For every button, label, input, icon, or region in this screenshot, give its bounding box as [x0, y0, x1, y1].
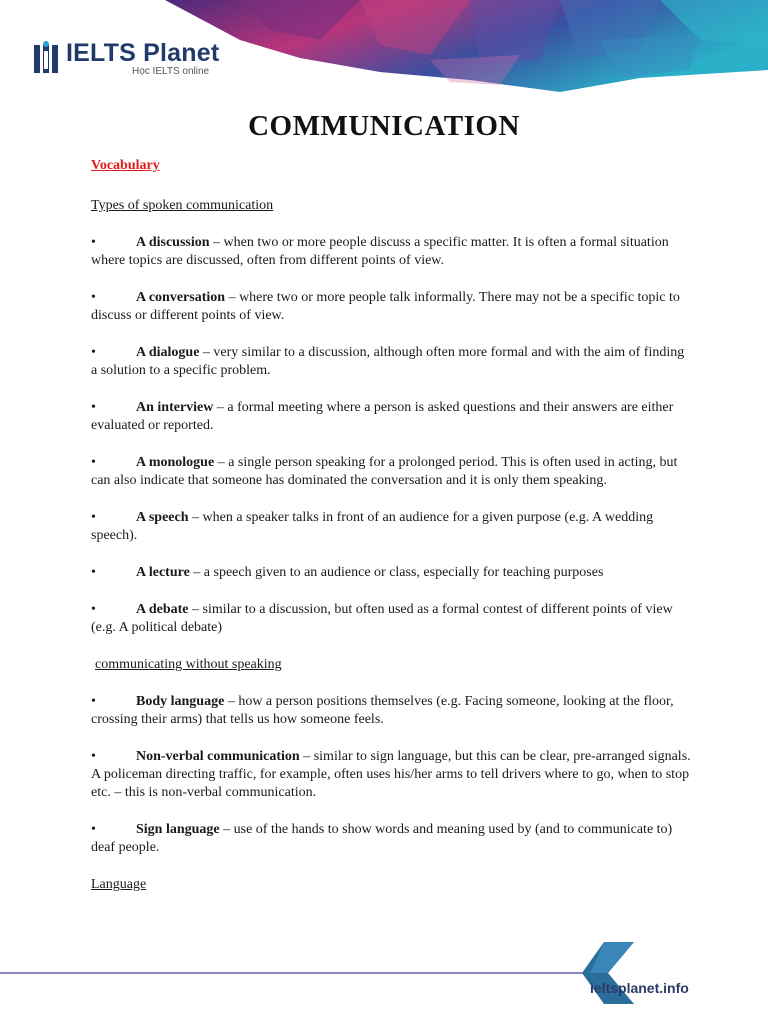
- definition: – a single person speaking for a prolonged period. This is often used in acting, but can also indicate that someone has dominated the conversation and it is only them speaking.: [91, 455, 678, 488]
- nonspoken-communication-list: [91, 693, 691, 857]
- definition: – where two or more people talk informally. There may not be a specific topic to discuss or different points of view.: [91, 290, 680, 323]
- definition: – use of the hands to show words and meaning used by (and to communicate to) deaf people.: [91, 822, 673, 855]
- bullet-icon: •: [91, 345, 96, 360]
- bullet-icon: •: [91, 290, 96, 305]
- term: Non-verbal communication: [136, 749, 300, 764]
- definition: – how a person positions themselves (e.g. Facing someone, looking at the floor, crossing their arms) that tells us how someone feels.: [91, 694, 674, 727]
- list-item: [91, 454, 691, 490]
- bullet-icon: •: [91, 694, 96, 709]
- brand-tagline: Học IELTS online: [132, 66, 210, 77]
- list-item: [91, 748, 691, 802]
- section-heading-language: Language: [91, 877, 147, 892]
- definition: – a formal meeting where a person is asked questions and their answers are either evaluated or reported.: [91, 400, 674, 433]
- term: A discussion: [136, 235, 210, 250]
- page-title: COMMUNICATION: [248, 110, 520, 142]
- brand-logo: [32, 40, 219, 78]
- list-item: [91, 693, 691, 729]
- definition: – a speech given to an audience or class, especially for teaching purposes: [189, 565, 604, 580]
- bullet-icon: •: [91, 602, 96, 617]
- term: A speech: [136, 510, 189, 525]
- section-heading-spoken: Types of spoken communication: [91, 198, 274, 213]
- list-item: [91, 399, 691, 435]
- list-item: [91, 821, 691, 857]
- vocabulary-heading: Vocabulary: [91, 158, 160, 173]
- bullet-icon: •: [91, 235, 96, 250]
- term: A conversation: [136, 290, 226, 305]
- term: A lecture: [136, 565, 190, 580]
- definition: – when a speaker talks in front of an audience for a given purpose (e.g. A wedding speech).: [91, 510, 654, 543]
- term: Sign language: [136, 822, 220, 837]
- bullet-icon: •: [91, 510, 96, 525]
- document-body: [91, 157, 691, 894]
- list-item: [91, 344, 691, 380]
- footer-website[interactable]: ieltsplanet.info: [590, 980, 689, 996]
- section-heading-nonspoken: communicating without speaking: [95, 657, 282, 672]
- term: A dialogue: [136, 345, 200, 360]
- brand-name: IELTS Planet: [66, 39, 220, 67]
- bullet-icon: •: [91, 749, 96, 764]
- bullet-icon: •: [91, 822, 96, 837]
- definition: – similar to a discussion, but often used as a formal contest of different points of view (e.g. A political debate): [91, 602, 673, 635]
- term: An interview: [136, 400, 214, 415]
- ielts-logo-icon: [32, 41, 60, 77]
- list-item: [91, 509, 691, 545]
- list-item: [91, 601, 691, 637]
- bullet-icon: •: [91, 455, 96, 470]
- bullet-icon: •: [91, 400, 96, 415]
- list-item: [91, 564, 691, 582]
- footer-divider: [0, 972, 600, 974]
- definition: – similar to sign language, but this can be clear, pre-arranged signals. A policeman directing traffic, for example, often uses his/her arms to tell drivers where to go, when to stop etc. – this is non-verbal communication.: [91, 749, 691, 800]
- list-item: [91, 234, 691, 270]
- list-item: [91, 289, 691, 325]
- term: A debate: [136, 602, 189, 617]
- term: Body language: [136, 694, 225, 709]
- spoken-communication-list: [91, 234, 691, 637]
- definition: – when two or more people discuss a specific matter. It is often a formal situation where topics are discussed, often from different points of view.: [91, 235, 669, 268]
- term: A monologue: [136, 455, 215, 470]
- definition: – very similar to a discussion, although often more formal and with the aim of finding a solution to a specific problem.: [91, 345, 685, 378]
- bullet-icon: •: [91, 565, 96, 580]
